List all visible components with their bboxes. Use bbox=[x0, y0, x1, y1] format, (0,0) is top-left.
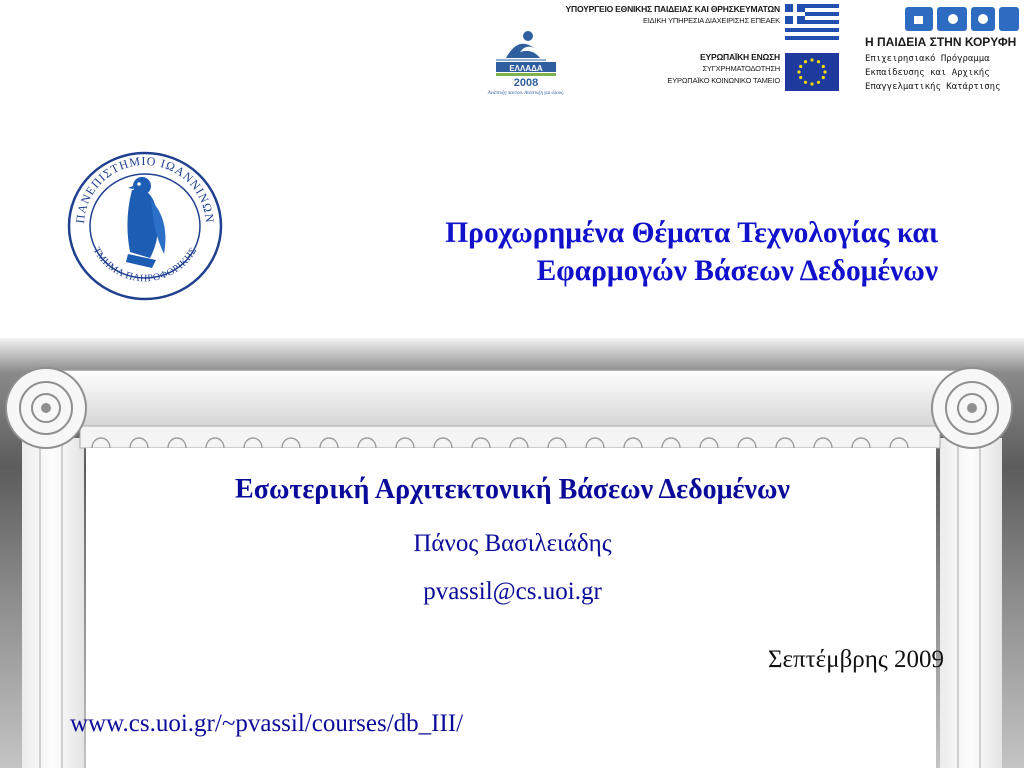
eu-cofunding: ΣΥΓΧΡΗΜΑΤΟΔΟΤΗΣΗ bbox=[702, 64, 780, 73]
course-title-line-2: Εφαρμογών Βάσεων Δεδομένων bbox=[536, 255, 938, 287]
ellada-2008-logo bbox=[466, 22, 591, 96]
ellada-logo-name: ΕΛΛΑΔΑ bbox=[509, 64, 543, 73]
course-title-line-1: Προχωρημένα Θέματα Τεχνολογίας και bbox=[445, 217, 938, 249]
paideia-title: Η ΠΑΙΔΕΙΑ ΣΤΗΝ ΚΟΡΥΦΗ bbox=[865, 35, 1017, 49]
paideia-logo-icon bbox=[903, 4, 1021, 34]
seal-top-text: ΠΑΝΕΠΙΣΤΗΜΙΟ ΙΩΑΝΝΙΝΩΝ bbox=[72, 153, 218, 225]
talk-title: Εσωτερική Αρχιτεκτονική Βάσεων Δεδομένων bbox=[235, 474, 790, 505]
paideia-subtitle-2: Εκπαίδευσης και Αρχικής bbox=[865, 68, 990, 78]
author-email: pvassil@cs.uoi.gr bbox=[423, 578, 602, 605]
course-url: www.cs.uoi.gr/~pvassil/courses/db_III/ bbox=[70, 710, 464, 737]
ministry-name: ΥΠΟΥΡΓΕΙΟ ΕΘΝΙΚΗΣ ΠΑΙΔΕΙΑΣ ΚΑΙ ΘΡΗΣΚΕΥΜΑΤΩΝ bbox=[565, 4, 780, 14]
eu-label: ΕΥΡΩΠΑΪΚΗ ΕΝΩΣΗ bbox=[700, 52, 780, 62]
left-volute-icon bbox=[6, 368, 86, 448]
right-volute-icon bbox=[932, 368, 1012, 448]
university-seal-icon bbox=[66, 150, 224, 302]
ellada-logo-motto: Ανάπτυξη παντού. Ανάπτυξη για όλους. bbox=[487, 91, 565, 96]
eu-flag-icon bbox=[785, 53, 839, 91]
paideia-subtitle-3: Επαγγελματικής Κατάρτισης bbox=[865, 82, 1001, 92]
author-name: Πάνος Βασιλειάδης bbox=[413, 530, 612, 557]
ministry-service: ΕΙΔΙΚΗ ΥΠΗΡΕΣΙΑ ΔΙΑΧΕΙΡΙΣΗΣ ΕΠΕΑΕΚ bbox=[642, 16, 780, 25]
ellada-logo-year: 2008 bbox=[513, 77, 539, 89]
greek-flag-icon bbox=[785, 4, 839, 40]
course-title bbox=[240, 214, 938, 290]
presentation-date: Σεπτέμβρης 2009 bbox=[767, 646, 944, 673]
paideia-subtitle-1: Επιχειρησιακό Πρόγραμμα bbox=[865, 54, 990, 64]
eu-social-fund: ΕΥΡΩΠΑΪΚΟ ΚΟΙΝΩΝΙΚΟ ΤΑΜΕΙΟ bbox=[667, 76, 780, 85]
seal-bottom-text: ΤΜΗΜΑ ΠΛΗΡΟΦΟΡΙΚΗΣ bbox=[90, 245, 200, 285]
